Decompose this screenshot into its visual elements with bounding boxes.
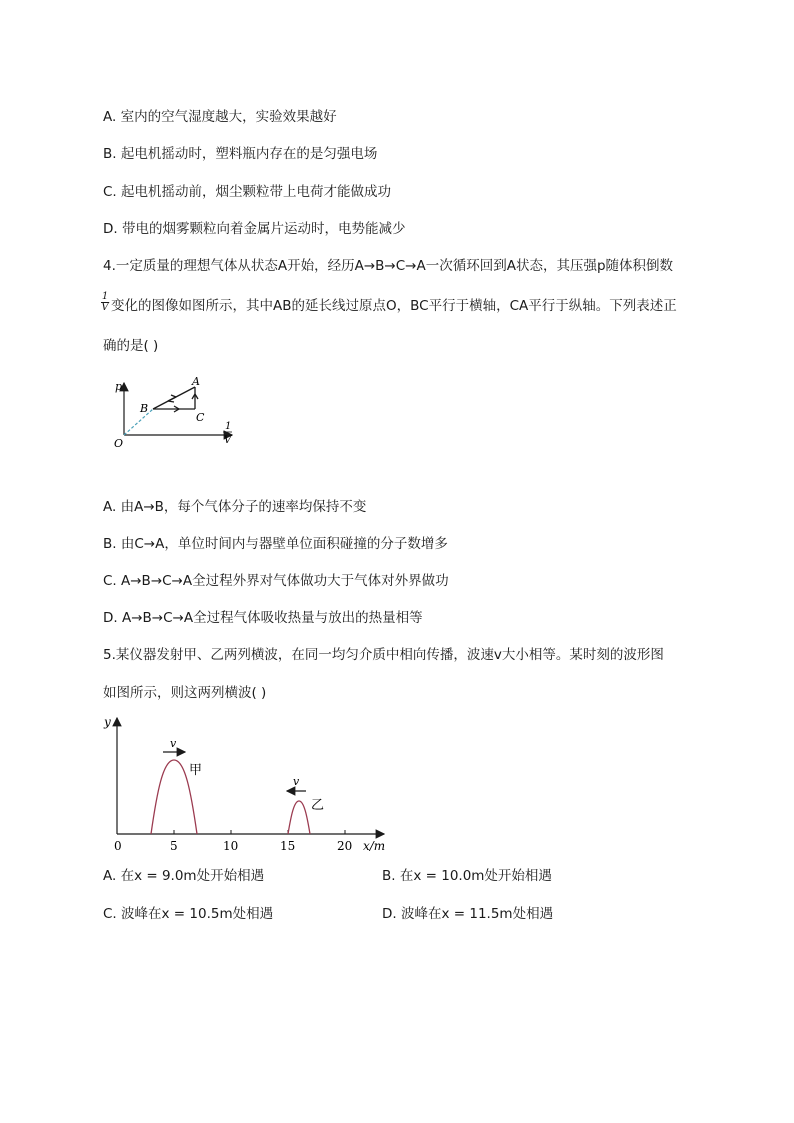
q4-label-a: A: [192, 375, 200, 388]
q4-option-c: C. A→B→C→A全过程外界对气体做功大于气体对外界做功: [103, 573, 449, 589]
q5-wave-yi: [288, 801, 310, 834]
q4-dashed-extension: [124, 409, 153, 435]
q4-stem-fraction-denominator: V: [101, 302, 109, 313]
q4-stem-fraction-numerator: 1: [101, 291, 109, 302]
q5-tick-label-5: 5: [170, 839, 178, 853]
q4-stem-line3: 确的是( ): [103, 338, 159, 354]
q5-option-a: A. 在x = 9.0m处开始相遇: [103, 868, 265, 884]
q5-tick-label-20: 20: [337, 839, 353, 853]
q4-label-c: C: [196, 411, 205, 424]
q5-origin-label: 0: [114, 839, 122, 853]
q5-wave-label-jia: 甲: [189, 763, 203, 778]
q5-x-axis-label: x/m: [363, 839, 386, 853]
q5-tick-label-15: 15: [280, 839, 296, 853]
q5-wave-diagram: [100, 712, 400, 857]
q5-stem-line2: 如图所示，则这两列横波( ): [103, 685, 267, 701]
q5-wave-label-yi: 乙: [311, 798, 325, 813]
q4-stem-line1: 4.一定质量的理想气体从状态A开始，经历A→B→C→A一次循环回到A状态，其压强p随体积倒数: [103, 258, 674, 274]
q3-option-d: D. 带电的烟雾颗粒向着金属片运动时，电势能减少: [103, 221, 406, 237]
q5-tick-label-10: 10: [223, 839, 239, 853]
q4-xlabel-num: 1: [225, 421, 232, 432]
q5-option-c: C. 波峰在x = 10.5m处相遇: [103, 906, 274, 922]
q5-velocity-label-yi: v: [293, 775, 300, 788]
q5-stem-line1: 5.某仪器发射甲、乙两列横波，在同一均匀介质中相向传播，波速v大小相等。某时刻的波形图: [103, 647, 664, 663]
q5-y-axis-label: y: [104, 715, 111, 729]
q4-option-d: D. A→B→C→A全过程气体吸收热量与放出的热量相等: [103, 610, 423, 626]
q4-arrow-ab: [168, 395, 176, 402]
q4-pv-diagram: [108, 375, 243, 477]
q3-option-c: C. 起电机摇动前，烟尘颗粒带上电荷才能做成功: [103, 184, 392, 200]
q4-label-p: p: [115, 380, 123, 393]
q4-label-origin: O: [114, 437, 124, 450]
q3-option-b: B. 起电机摇动时，塑料瓶内存在的是匀强电场: [103, 146, 378, 162]
q5-option-d: D. 波峰在x = 11.5m处相遇: [382, 906, 554, 922]
q4-option-b: B. 由C→A，单位时间内与器壁单位面积碰撞的分子数增多: [103, 536, 448, 552]
q4-xlabel-den: V: [224, 435, 232, 446]
q4-stem-fraction: [101, 292, 109, 313]
q3-option-a: A. 室内的空气湿度越大，实验效果越好: [103, 109, 337, 125]
q5-option-b: B. 在x = 10.0m处开始相遇: [382, 868, 552, 884]
q4-stem-line2: 变化的图像如图所示，其中AB的延长线过原点O，BC平行于横轴，CA平行于纵轴。下列表述正: [111, 298, 677, 314]
q4-option-a: A. 由A→B，每个气体分子的速率均保持不变: [103, 499, 367, 515]
q4-label-b: B: [140, 402, 149, 415]
q5-velocity-label-jia: v: [170, 737, 177, 750]
